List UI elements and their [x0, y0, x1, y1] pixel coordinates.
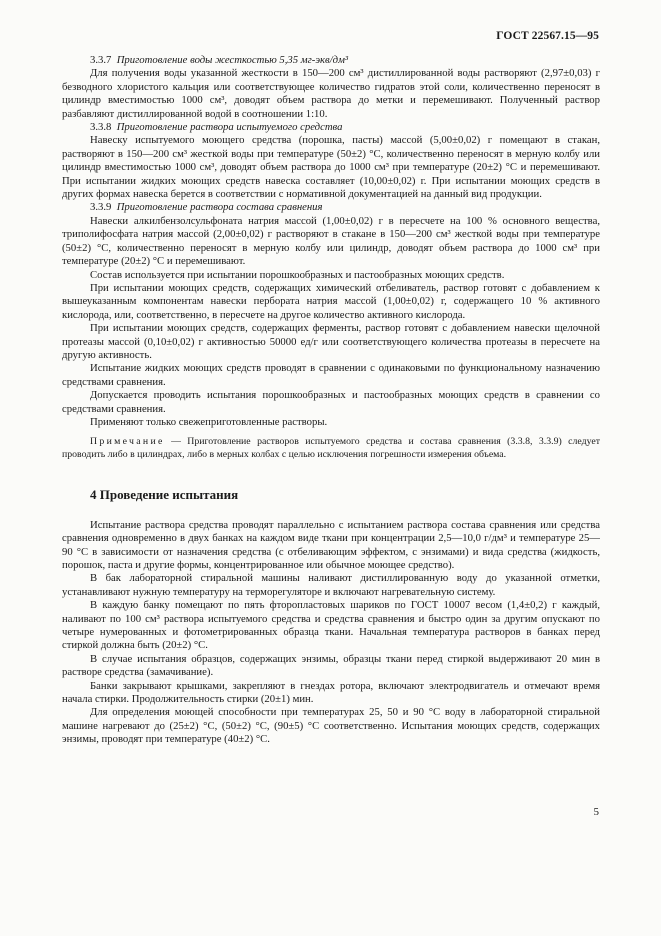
subheading-3-3-8	[62, 121, 600, 134]
subheading-3-3-9	[62, 201, 600, 214]
paragraph: Для определения моющей способности при температурах 25, 50 и 90 °С воду в лабораторной стиральной машине нагревают до (25±2) °С, (50±2) °С, (90±5) °С соответственно. Испытания моющих средств, содержащих энзимы, проводят при температуре (40±2) °С.	[62, 706, 600, 746]
paragraph: Испытание жидких моющих средств проводят в сравнении с одинаковыми по функциональному назначению средствами сравнения.	[62, 362, 600, 388]
page-number: 5	[593, 806, 599, 818]
paragraph: Навеску испытуемого моющего средства (порошка, пасты) массой (5,00±0,02) г помещают в стакан, растворяют в 150—200 см³ жесткой воды при температуре (50±2) °С, количественно переносят в мерную колбу или цилиндр вместимостью 1000 см³, доводят объем раствора до 1000 см³ при температуре (20±2) °С и перемешивают. При испытании жидких моющих средств навеска составляет (10,00±0,02) г. При испытании моющих средств в других формах навеска берется в соответствии с нормативной документацией на данный вид продукции.	[62, 134, 600, 201]
paragraph: Испытание раствора средства проводят параллельно с испытанием раствора состава сравнения или средства сравнения одновременно в двух банках на каждом виде ткани при концентрации 2,5—10,0 г/дм³ и температуре 25—90 °С в зависимости от назначения средства (с отбеливающим эффектом, с энзимами) и вида средства (жидкость, порошок, паста и другие формы, концентрированное или обычное моющее средство).	[62, 518, 600, 571]
paragraph: Состав используется при испытании порошкообразных и пастообразных моющих средств.	[90, 268, 505, 281]
subheading-number: 3.3.8	[90, 121, 112, 134]
paragraph: При испытании моющих средств, содержащих химический отбеливатель, раствор готовят с добавлением к вышеуказанным компонентам навески пербората натрия массой (1,00±0,02) г, содержащего 10 % активного кислорода, или, соответственно, в пересчете на другое количество активного кислорода.	[62, 281, 600, 321]
section-heading: 4 Проведение испытания	[90, 486, 239, 502]
subheading-title: Приготовление воды жесткостью 5,35 мг-экв/дм³	[116, 54, 349, 66]
paragraph: При испытании моющих средств, содержащих ферменты, раствор готовят с добавлением навески щелочной протеазы массой (0,10±0,02) г активностью 50000 ед/г или соответствующего количества протеазы в пересчете на другую активность.	[62, 322, 600, 361]
paragraph: Навески алкилбензолсульфоната натрия массой (1,00±0,02) г в пересчете на 100 % основного вещества, триполифосфата натрия массой (2,00±0,02) г растворяют в стакане в 150—200 см³ жесткой воды при температуре (50±2) °С, количественно переносят в мерную колбу или цилиндр, доводят объем раствора до 1000 см³ при температуре (20±2) °С и перемешивают.	[62, 214, 600, 268]
paragraph: Для получения воды указанной жесткости в 150—200 см³ дистиллированной воды растворяют (2,97±0,03) г безводного хлористого кальция или соответствующее количество гидратов этой соли, количественно переносят в цилиндр вместимостью 1000 см³, доводят объем раствора до метки и перемешивают. Полученный раствор разбавляют дистиллированной водой в соотношении 1:10.	[62, 67, 600, 120]
subheading-title: Приготовление раствора состава сравнения	[116, 201, 323, 214]
paragraph: Применяют только свежеприготовленные растворы.	[90, 415, 328, 428]
paragraph: В бак лабораторной стиральной машины наливают дистиллированную воду до указанной отметки, устанавливают нужную температуру на терморегуляторе и включают нагревательную систему.	[62, 572, 600, 598]
document-body	[62, 54, 600, 747]
paragraph: В случае испытания образцов, содержащих энзимы, образцы ткани перед стиркой выдерживают 20 мин в растворе средства (замачивание).	[62, 652, 600, 679]
note-text: — Приготовление растворов испытуемого средства и состава сравнения (3.3.8, 3.3.9) следует проводить либо в цилиндрах, либо в мерных колбах с целью исключения погрешности измерения объема.	[62, 436, 600, 460]
document-code-header: ГОСТ 22567.15—95	[496, 30, 599, 42]
paragraph: Банки закрывают крышками, закрепляют в гнездах ротора, включают электродвигатель и отмечают время начала стирки. Продолжительность стирки (20±1) мин.	[62, 679, 600, 706]
subheading-title: Приготовление раствора испытуемого средства	[116, 121, 343, 134]
note-label: Примечание	[90, 436, 165, 448]
subheading-number: 3.3.9	[90, 201, 112, 214]
subheading-number: 3.3.7	[90, 54, 112, 66]
paragraph: Допускается проводить испытания порошкообразных и пастообразных моющих средств в сравнении со средствами сравнения.	[62, 389, 600, 415]
subheading-3-3-7	[62, 54, 600, 67]
note	[62, 436, 600, 460]
paragraph: В каждую банку помещают по пять фторопластовых шариков по ГОСТ 10007 весом (1,4±0,2) г каждый, наливают по 100 см³ раствора испытуемого средства и средства сравнения и быстро один за другим опускают по четыре нумерованных и фотометрированных образца ткани. Начальная температура растворов в банках перед стиркой должна быть (20±2) °С.	[62, 599, 600, 652]
